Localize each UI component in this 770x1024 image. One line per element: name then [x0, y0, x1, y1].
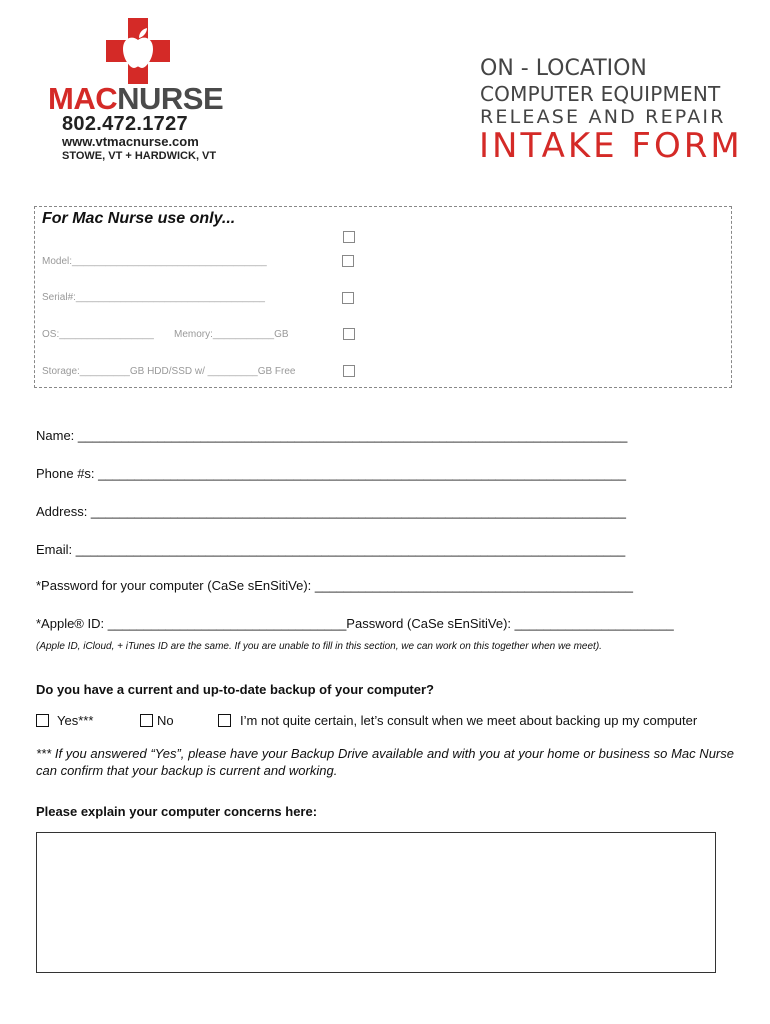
staff-checkbox-4[interactable] — [343, 328, 355, 340]
staff-checkbox-2[interactable] — [342, 255, 354, 267]
staff-section-heading: For Mac Nurse use only... — [42, 210, 236, 227]
apple-id-note: (Apple ID, iCloud, + iTunes ID are the same. If you are unable to fill in this section, we can work on this together when we meet). — [36, 641, 602, 652]
title-line-3: RELEASE AND REPAIR — [480, 106, 726, 128]
backup-note: *** If you answered “Yes”, please have your Backup Drive available and with you at your home or business so Mac Nurse can confirm that your backup is current and working. — [36, 746, 734, 778]
staff-memory-field[interactable]: Memory:___________GB — [174, 329, 289, 340]
backup-no-label: No — [157, 713, 174, 728]
mac-nurse-logo-icon — [106, 18, 170, 84]
staff-checkbox-1[interactable] — [343, 231, 355, 243]
title-line-4: INTAKE FORM — [479, 126, 743, 166]
staff-checkbox-5[interactable] — [343, 365, 355, 377]
brand-phone: 802.472.1727 — [62, 113, 188, 135]
backup-yes-checkbox[interactable] — [36, 714, 49, 727]
concerns-textarea[interactable] — [36, 832, 716, 973]
brand-website: www.vtmacnurse.com — [62, 134, 199, 149]
address-field[interactable]: Address: __________________________________________________________________________ — [36, 504, 626, 519]
title-line-1: ON - LOCATION — [480, 56, 647, 81]
phone-field[interactable]: Phone #s: _________________________________________________________________________ — [36, 466, 626, 481]
concerns-label: Please explain your computer concerns here: — [36, 804, 318, 819]
name-field[interactable]: Name: ____________________________________________________________________________ — [36, 428, 628, 443]
brand-locations: STOWE, VT + HARDWICK, VT — [62, 150, 217, 162]
backup-question: Do you have a current and up-to-date backup of your computer? — [36, 682, 434, 697]
brand-name: MACNURSE — [48, 81, 224, 116]
staff-serial-field[interactable]: Serial#:__________________________________ — [42, 292, 265, 303]
staff-storage-field[interactable]: Storage:_________GB HDD/SSD w/ _________GB Free — [42, 366, 296, 377]
backup-no-checkbox[interactable] — [140, 714, 153, 727]
staff-os-field[interactable]: OS:_________________ — [42, 329, 154, 340]
staff-checkbox-3[interactable] — [342, 292, 354, 304]
computer-password-field[interactable]: *Password for your computer (CaSe sEnSitiVe): ____________________________________________ — [36, 578, 634, 593]
backup-unsure-checkbox[interactable] — [218, 714, 231, 727]
backup-yes-label: Yes*** — [57, 713, 94, 728]
email-field[interactable]: Email: ____________________________________________________________________________ — [36, 542, 626, 557]
backup-unsure-label: I’m not quite certain, let’s consult when we meet about backing up my computer — [240, 713, 698, 728]
apple-id-field[interactable]: *Apple® ID: _________________________________Password (CaSe sEnSitiVe): ______________________ — [36, 616, 674, 631]
staff-model-field[interactable]: Model:___________________________________ — [42, 256, 267, 267]
title-line-2: COMPUTER EQUIPMENT — [480, 82, 721, 106]
